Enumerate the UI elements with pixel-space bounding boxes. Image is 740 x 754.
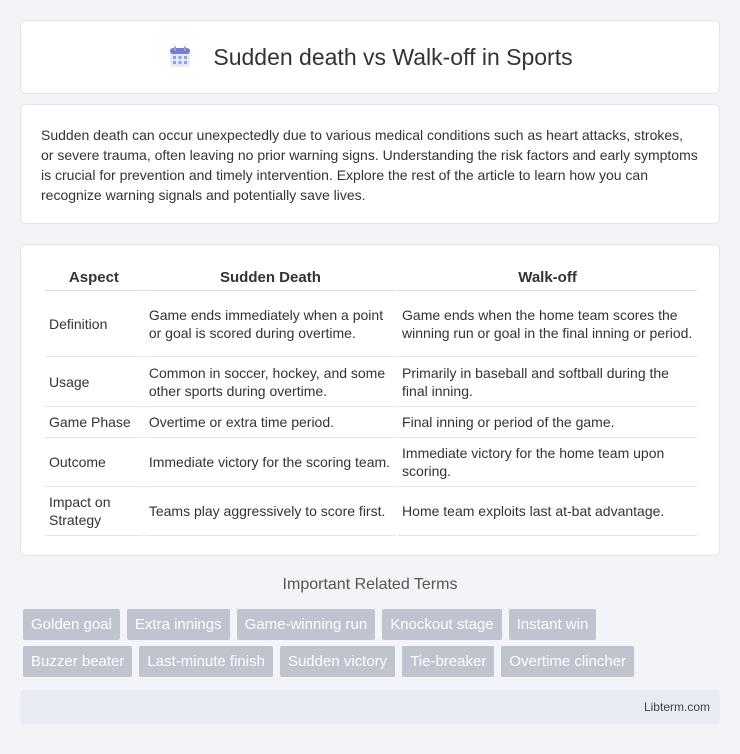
table-row — [45, 487, 697, 536]
table-cell: Immediate victory for the home team upon scoring. — [398, 438, 697, 487]
related-terms-list — [23, 609, 723, 683]
table-cell: Primarily in baseball and softball during the final inning. — [398, 357, 697, 407]
footer — [20, 690, 720, 724]
table-cell: Definition — [45, 291, 143, 357]
footer-site-link[interactable]: Libterm.com — [643, 700, 710, 714]
table-cell: Teams play aggressively to score first. — [145, 487, 396, 536]
header-sudden-death: Sudden Death — [145, 265, 396, 291]
tag-instant-win[interactable]: Instant win — [509, 609, 597, 640]
title-card — [20, 20, 720, 94]
tag-golden-goal[interactable]: Golden goal — [23, 609, 120, 640]
tag-last-minute-finish[interactable]: Last-minute finish — [139, 646, 273, 677]
table-header-row — [45, 265, 697, 291]
header-aspect: Aspect — [45, 265, 143, 291]
tag-row — [23, 609, 723, 640]
comparison-card — [20, 244, 720, 556]
header-walk-off: Walk-off — [398, 265, 697, 291]
calendar-icon — [167, 44, 193, 70]
tag-extra-innings[interactable]: Extra innings — [127, 609, 230, 640]
table-row — [45, 407, 697, 438]
intro-card — [20, 104, 720, 224]
related-terms-title: Important Related Terms — [282, 576, 458, 593]
table-cell: Overtime or extra time period. — [145, 407, 396, 438]
table-row — [45, 357, 697, 407]
intro-text: Sudden death can occur unexpectedly due to various medical conditions such as heart attacks, strokes, or severe trauma, often leaving no prior warning signs. Understanding the risk factors and early symptoms is crucial for prevention and timely intervention. Explore the rest of the article to learn how you can recognize warning signals and potentially save lives. — [41, 127, 698, 203]
page-title: Sudden death vs Walk-off in Sports — [213, 43, 573, 70]
tag-game-winning-run[interactable]: Game-winning run — [237, 609, 376, 640]
tag-knockout-stage[interactable]: Knockout stage — [382, 609, 501, 640]
comparison-table — [43, 265, 699, 536]
table-row — [45, 438, 697, 487]
table-cell: Game ends immediately when a point or goal is scored during overtime. — [145, 291, 396, 357]
table-cell: Impact on Strategy — [45, 487, 143, 536]
table-cell: Game ends when the home team scores the winning run or goal in the final inning or period. — [398, 291, 697, 357]
table-cell: Outcome — [45, 438, 143, 487]
tag-overtime-clincher[interactable]: Overtime clincher — [501, 646, 634, 677]
table-cell: Usage — [45, 357, 143, 407]
table-cell: Home team exploits last at-bat advantage. — [398, 487, 697, 536]
table-cell: Immediate victory for the scoring team. — [145, 438, 396, 487]
table-cell: Common in soccer, hockey, and some other sports during overtime. — [145, 357, 396, 407]
tag-row — [23, 646, 723, 677]
table-cell: Final inning or period of the game. — [398, 407, 697, 438]
tag-tie-breaker[interactable]: Tie-breaker — [402, 646, 494, 677]
table-row — [45, 291, 697, 357]
tag-buzzer-beater[interactable]: Buzzer beater — [23, 646, 132, 677]
table-cell: Game Phase — [45, 407, 143, 438]
tag-sudden-victory[interactable]: Sudden victory — [280, 646, 395, 677]
